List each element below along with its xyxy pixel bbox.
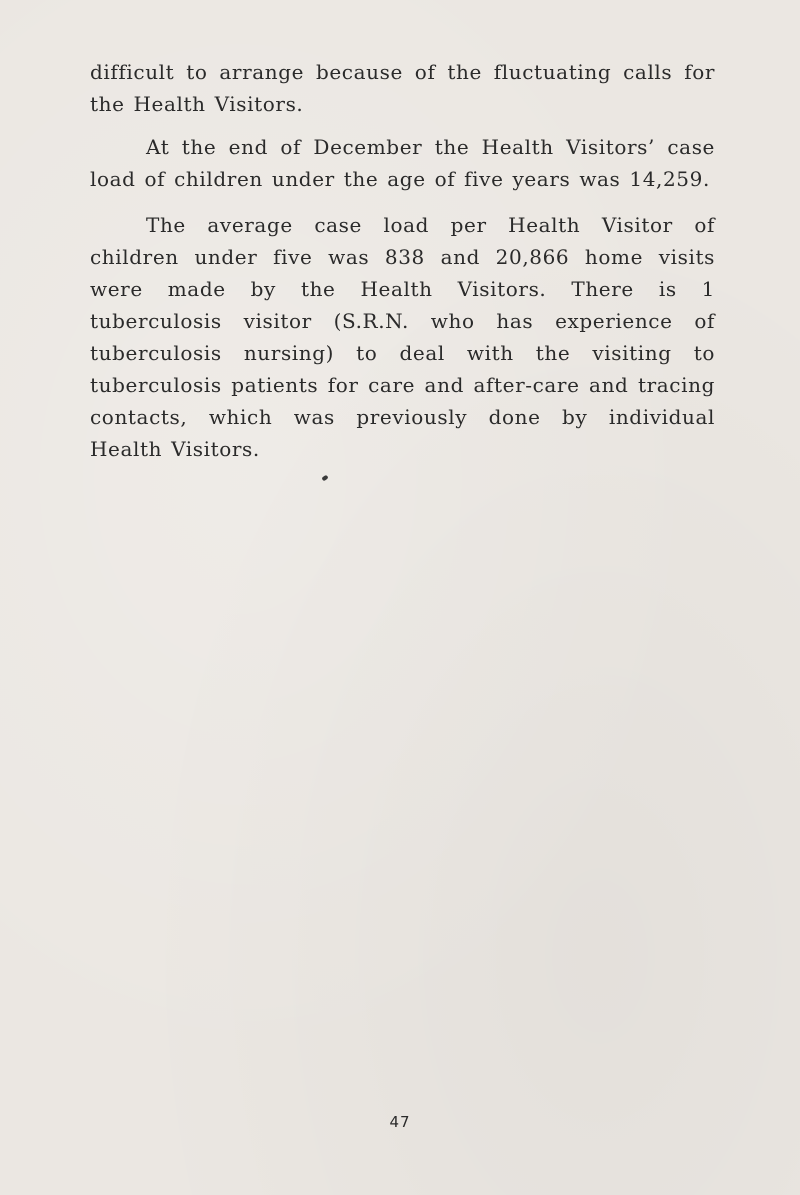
page-number: 47	[389, 1113, 411, 1131]
ink-speck	[321, 475, 328, 482]
paragraph-average-case-load: The average case load per Health Visitor of children under five was 838 and 20,866 home visits were made by the Health Visitors. There is 1 tuberculosis visitor (S.R.N. who has experience of tuberculosis nursing) to deal with the visiting to tuberculosis patients for care and after-care and tracing contacts, which was previously done by individual Health Visitors.	[90, 213, 715, 461]
paragraph-continuation: difficult to arrange because of the fluctuating calls for the Health Visitors.	[90, 60, 715, 116]
paragraph-case-load: At the end of December the Health Visitors’ case load of children under the age of five years was 14,259.	[90, 135, 715, 191]
